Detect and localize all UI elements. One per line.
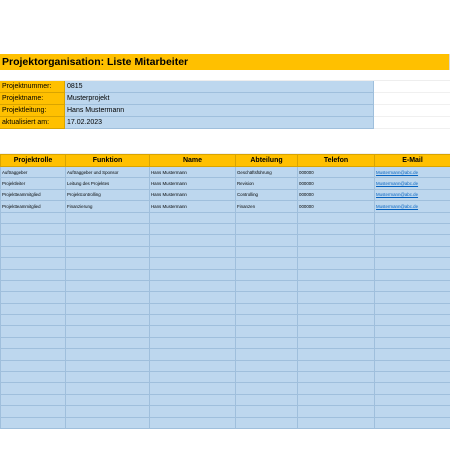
empty-cell[interactable] [375, 406, 450, 417]
empty-table-row [1, 269, 450, 280]
empty-cell[interactable] [298, 326, 375, 337]
cell-name[interactable]: Hans Mustermann [150, 178, 236, 189]
empty-cell[interactable] [150, 383, 236, 394]
empty-table-row [1, 394, 450, 405]
empty-table-row [1, 383, 450, 394]
empty-cell[interactable] [66, 372, 150, 383]
empty-cell[interactable] [66, 212, 150, 223]
empty-cell[interactable] [1, 303, 66, 314]
empty-cell[interactable] [375, 383, 450, 394]
info-row-aktualisiert [0, 117, 450, 129]
empty-cell[interactable] [298, 383, 375, 394]
empty-cell[interactable] [375, 223, 450, 234]
empty-cell[interactable] [374, 93, 450, 105]
empty-cell[interactable] [1, 246, 66, 257]
empty-cell[interactable] [298, 360, 375, 371]
empty-table-row [1, 235, 450, 246]
cell-abteilung[interactable]: Revision [236, 178, 298, 189]
empty-cell[interactable] [150, 372, 236, 383]
page-title[interactable]: Projektorganisation: Liste Mitarbeiter [0, 54, 450, 70]
empty-table-row [1, 292, 450, 303]
empty-cell[interactable] [236, 337, 298, 348]
empty-cell[interactable] [236, 246, 298, 257]
empty-cell[interactable] [298, 315, 375, 326]
info-value[interactable]: 17.02.2023 [65, 117, 374, 129]
empty-cell[interactable] [375, 315, 450, 326]
table-row [1, 201, 450, 212]
cell-funktion[interactable]: Projektcontrolling [66, 189, 150, 200]
spreadsheet [0, 54, 450, 429]
empty-cell[interactable] [298, 280, 375, 291]
empty-cell[interactable] [66, 303, 150, 314]
cell-name[interactable]: Hans Mustermann [150, 189, 236, 200]
empty-cell[interactable] [150, 269, 236, 280]
empty-cell[interactable] [1, 360, 66, 371]
empty-cell[interactable] [66, 417, 150, 428]
column-header-funktion[interactable]: Funktion [66, 155, 150, 167]
table-row [1, 167, 450, 178]
empty-cell[interactable] [150, 235, 236, 246]
empty-cell[interactable] [298, 269, 375, 280]
empty-cell[interactable] [1, 349, 66, 360]
empty-cell[interactable] [150, 360, 236, 371]
empty-cell[interactable] [298, 212, 375, 223]
info-value[interactable]: Hans Mustermann [65, 105, 374, 117]
table-row [1, 189, 450, 200]
cell-telefon[interactable]: 000000 [298, 201, 375, 212]
empty-cell[interactable] [375, 258, 450, 269]
email-link[interactable]: Mustermann@abc.de [375, 178, 450, 189]
spacer-row [0, 129, 450, 154]
empty-cell[interactable] [375, 349, 450, 360]
table-row [1, 178, 450, 189]
empty-cell[interactable] [1, 223, 66, 234]
empty-cell[interactable] [298, 394, 375, 405]
empty-cell[interactable] [150, 258, 236, 269]
empty-table-row [1, 258, 450, 269]
empty-cell[interactable] [1, 269, 66, 280]
empty-cell[interactable] [150, 394, 236, 405]
column-header-email[interactable]: E-Mail [375, 155, 450, 167]
empty-cell[interactable] [298, 349, 375, 360]
empty-cell[interactable] [298, 258, 375, 269]
empty-cell[interactable] [375, 303, 450, 314]
empty-table-row [1, 246, 450, 257]
column-header-name[interactable]: Name [150, 155, 236, 167]
empty-cell[interactable] [236, 223, 298, 234]
empty-cell[interactable] [1, 326, 66, 337]
empty-cell[interactable] [66, 394, 150, 405]
empty-cell[interactable] [66, 383, 150, 394]
empty-cell[interactable] [150, 406, 236, 417]
cell-funktion[interactable]: Auftraggeber und Sponsor [66, 167, 150, 178]
cell-rolle[interactable]: Projektteammitglied [1, 189, 66, 200]
empty-cell[interactable] [298, 303, 375, 314]
empty-cell[interactable] [236, 280, 298, 291]
info-label[interactable]: Projektname: [0, 93, 65, 105]
empty-cell[interactable] [236, 406, 298, 417]
empty-cell[interactable] [1, 406, 66, 417]
empty-cell[interactable] [1, 292, 66, 303]
empty-table-row [1, 406, 450, 417]
empty-cell[interactable] [66, 235, 150, 246]
empty-cell[interactable] [236, 303, 298, 314]
cell-funktion[interactable]: Finanzierung [66, 201, 150, 212]
empty-cell[interactable] [66, 349, 150, 360]
empty-table-row [1, 303, 450, 314]
empty-cell[interactable] [66, 337, 150, 348]
empty-cell[interactable] [150, 417, 236, 428]
empty-cell[interactable] [375, 337, 450, 348]
column-header-telefon[interactable]: Telefon [298, 155, 375, 167]
cell-abteilung[interactable]: Geschäftsführung [236, 167, 298, 178]
cell-telefon[interactable]: 000000 [298, 189, 375, 200]
email-link[interactable]: Mustermann@abc.de [375, 167, 450, 178]
empty-cell[interactable] [66, 246, 150, 257]
empty-cell[interactable] [150, 223, 236, 234]
empty-table-row [1, 360, 450, 371]
email-link[interactable]: Mustermann@abc.de [375, 189, 450, 200]
empty-cell[interactable] [375, 269, 450, 280]
empty-cell[interactable] [374, 105, 450, 117]
empty-cell[interactable] [375, 212, 450, 223]
cell-funktion[interactable]: Leitung des Projektes [66, 178, 150, 189]
empty-cell[interactable] [375, 394, 450, 405]
cell-rolle[interactable]: Projektleiter [1, 178, 66, 189]
empty-table-row [1, 417, 450, 428]
empty-cell[interactable] [66, 360, 150, 371]
info-value[interactable]: Musterprojekt [65, 93, 374, 105]
empty-cell[interactable] [375, 417, 450, 428]
cell-telefon[interactable]: 000000 [298, 167, 375, 178]
empty-cell[interactable] [66, 406, 150, 417]
empty-cell[interactable] [66, 292, 150, 303]
column-header-projektrolle[interactable]: Projektrolle [1, 155, 66, 167]
empty-cell[interactable] [375, 235, 450, 246]
empty-cell[interactable] [236, 326, 298, 337]
info-row-projektname [0, 93, 450, 105]
empty-cell[interactable] [375, 326, 450, 337]
empty-cell[interactable] [236, 372, 298, 383]
email-link[interactable]: Mustermann@abc.de [375, 201, 450, 212]
empty-cell[interactable] [298, 246, 375, 257]
empty-cell[interactable] [150, 212, 236, 223]
empty-cell[interactable] [150, 246, 236, 257]
empty-cell[interactable] [298, 223, 375, 234]
empty-cell[interactable] [298, 292, 375, 303]
info-label[interactable]: Projektnummer: [0, 81, 65, 93]
empty-cell[interactable] [1, 280, 66, 291]
info-label[interactable]: Projektleitung: [0, 105, 65, 117]
empty-cell[interactable] [150, 292, 236, 303]
empty-cell[interactable] [1, 417, 66, 428]
empty-cell[interactable] [236, 315, 298, 326]
cell-name[interactable]: Hans Mustermann [150, 167, 236, 178]
empty-cell[interactable] [236, 360, 298, 371]
empty-table-row [1, 280, 450, 291]
empty-cell[interactable] [66, 315, 150, 326]
cell-rolle[interactable]: Auftraggeber [1, 167, 66, 178]
empty-table-row [1, 337, 450, 348]
empty-cell[interactable] [150, 326, 236, 337]
empty-cell[interactable] [1, 372, 66, 383]
empty-cell[interactable] [375, 280, 450, 291]
cell-telefon[interactable]: 000000 [298, 178, 375, 189]
empty-table-row [1, 315, 450, 326]
empty-cell[interactable] [236, 235, 298, 246]
empty-cell[interactable] [375, 372, 450, 383]
empty-cell[interactable] [298, 235, 375, 246]
empty-cell[interactable] [298, 337, 375, 348]
empty-cell[interactable] [236, 258, 298, 269]
empty-table-row [1, 372, 450, 383]
empty-cell[interactable] [236, 394, 298, 405]
empty-cell[interactable] [150, 303, 236, 314]
empty-cell[interactable] [236, 292, 298, 303]
cell-rolle[interactable]: Projektteammitglied [1, 201, 66, 212]
empty-table-row [1, 212, 450, 223]
empty-cell[interactable] [66, 258, 150, 269]
empty-cell[interactable] [1, 212, 66, 223]
empty-cell[interactable] [236, 212, 298, 223]
info-row-projektleitung [0, 105, 450, 117]
info-value[interactable]: 0815 [65, 81, 374, 93]
empty-cell[interactable] [1, 258, 66, 269]
table-header-row [1, 155, 450, 167]
empty-cell[interactable] [150, 337, 236, 348]
cell-abteilung[interactable]: Finanzen [236, 201, 298, 212]
empty-cell[interactable] [374, 117, 450, 129]
empty-cell[interactable] [66, 223, 150, 234]
empty-table-row [1, 223, 450, 234]
empty-cell[interactable] [298, 406, 375, 417]
project-info-block [0, 81, 450, 129]
empty-cell[interactable] [236, 417, 298, 428]
empty-cell[interactable] [375, 360, 450, 371]
info-label[interactable]: aktualisiert am: [0, 117, 65, 129]
empty-cell[interactable] [1, 394, 66, 405]
empty-cell[interactable] [150, 280, 236, 291]
empty-table-row [1, 326, 450, 337]
empty-cell[interactable] [374, 81, 450, 93]
empty-cell[interactable] [1, 383, 66, 394]
empty-cell[interactable] [66, 326, 150, 337]
empty-cell[interactable] [150, 349, 236, 360]
empty-cell[interactable] [1, 235, 66, 246]
empty-cell[interactable] [298, 372, 375, 383]
empty-cell[interactable] [375, 292, 450, 303]
empty-cell[interactable] [375, 246, 450, 257]
empty-cell[interactable] [66, 280, 150, 291]
staff-table [0, 154, 450, 429]
empty-cell[interactable] [150, 315, 236, 326]
empty-cell[interactable] [1, 315, 66, 326]
column-header-abteilung[interactable]: Abteilung [236, 155, 298, 167]
empty-cell[interactable] [1, 337, 66, 348]
info-row-projektnummer [0, 81, 450, 93]
empty-cell[interactable] [236, 349, 298, 360]
cell-abteilung[interactable]: Controlling [236, 189, 298, 200]
spacer-row [0, 70, 450, 81]
empty-cell[interactable] [66, 269, 150, 280]
empty-cell[interactable] [298, 417, 375, 428]
empty-table-row [1, 349, 450, 360]
empty-cell[interactable] [236, 383, 298, 394]
cell-name[interactable]: Hans Mustermann [150, 201, 236, 212]
empty-cell[interactable] [236, 269, 298, 280]
